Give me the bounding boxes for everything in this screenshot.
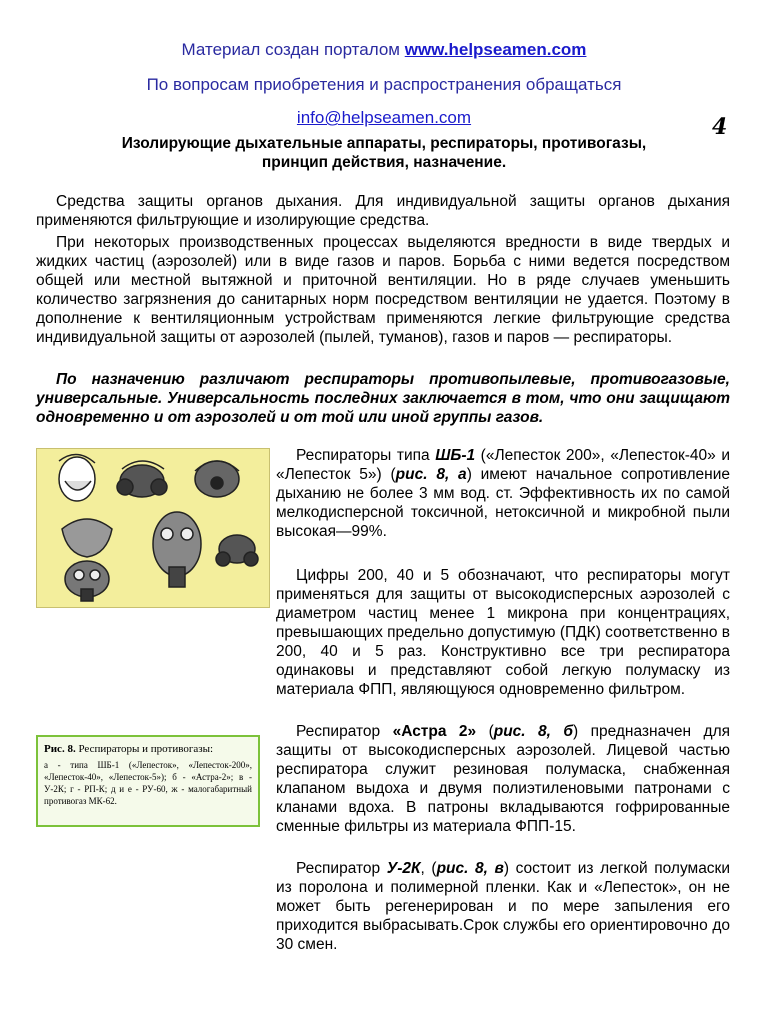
header-line-1 — [0, 40, 768, 60]
caption-title: Рис. 8. Респираторы и противогазы: — [44, 743, 214, 755]
header-email-line — [0, 108, 768, 128]
respirators-illustration — [37, 449, 269, 607]
title-line-1: Изолирующие дыхательные аппараты, респираторы, противогазы, — [121, 135, 647, 152]
page-number: 4 — [712, 114, 728, 140]
respirators-figure — [36, 448, 270, 608]
paragraph-7: Респиратор У-2К, (рис. 8, в) состоит из легкой полумаски из поролона и полимерной пленки. Как и «Лепесток», он не может быть регенерирован и по мере запыления его приходится выбрасывать.Срок службы его ориентировочно до 30 смен. — [276, 860, 730, 953]
paragraph-4: Респираторы типа ШБ-1 («Лепесток 200», «Лепесток-40» и «Лепесток 5») (рис. 8, а) имеют начальное сопротивление дыханию не более 3 мм вод. ст. Эффективность их по самой мелкодисперсной токсичной, нетоксичной и микробной пыли высокая—99%. — [276, 447, 730, 540]
figure-caption — [36, 735, 260, 827]
title-line-2: принцип действия, назначение. — [261, 154, 507, 171]
caption-text: а - типа ШБ-1 («Лепесток», «Лепесток-200», «Лепесток-40», «Лепесток-5»); б - «Астра-2»; в - У-2К; г - РП-К; д и е - РУ-60, ж - малогабаритный противогаз МК-62. — [44, 760, 252, 806]
document-title — [60, 134, 708, 172]
paragraph-1: Средства защиты органов дыхания. Для индивидуальной защиты органов дыхания применяются фильтрующие и изолирующие средства. — [36, 193, 730, 229]
paragraph-6: Респиратор «Астра 2» (рис. 8, б) предназначен для защиты от высокодисперсных аэрозолей. Лицевой частью респиратора служит резиновая полумаска, снабженная клапаном выдоха и двумя полиэтиленовыми патронами с кланами вдоха. В патроны вкладываются гофрированные сменные фильтры из материала ФПП-15. — [276, 723, 731, 835]
paragraph-2: При некоторых производственных процессах выделяются вредности в виде твердых и жидких частиц (аэрозолей) или в виде газов и паров. Борьба с ними ведется посредством общей или местной вытяжной и приточной вентиляции. Но в ряде случаев уменьшить количество загрязнения до санитарных норм посредством вентиляции не удается. Поэтому в дополнение к вентиляционным устройствам применяются легкие фильтрующие средства индивидуальной защиты от аэрозолей (пылей, туманов), газов и паров — респираторы. — [36, 234, 730, 346]
paragraph-3: По назначению различают респираторы противопылевые, противогазовые, универсальные. Универсальность последних заключается в том, что они защищают одновременно и от аэрозолей и от той или иной группы газов. — [36, 371, 730, 426]
header-prefix: Материал создан порталом — [181, 40, 405, 59]
header-line-2: По вопросам приобретения и распространения обращаться — [146, 75, 622, 94]
email-link[interactable]: info@helpseamen.com — [296, 108, 472, 127]
portal-link[interactable]: www.helpseamen.com — [404, 40, 587, 59]
paragraph-5: Цифры 200, 40 и 5 обозначают, что респираторы могут применяться для защиты от высокодисперсных аэрозолей с диаметром частиц менее 1 микрона при концентрациях, превышающих предельно допустимую (ПДК) соответственно в 200, 40 и 5 раз. Конструктивно все три респиратора одинаковы и представляют собой легкую полумаску из материала ФПП, являющуюся одновременно фильтром. — [276, 567, 730, 698]
